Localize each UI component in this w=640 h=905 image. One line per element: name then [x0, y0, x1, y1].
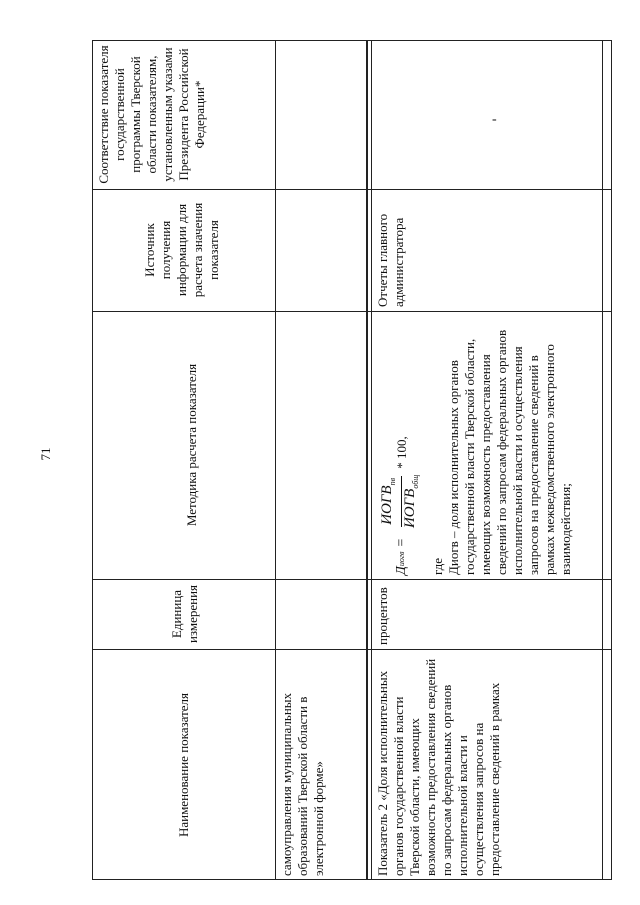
where-label: где: [430, 557, 445, 575]
formula: Д иогв = $ИОГВ_{пв}$ $ИОГВ_{общ}$ * 100,: [379, 436, 420, 575]
header-unit: Единица измерения: [169, 584, 200, 644]
row2-unit: процентов: [375, 587, 390, 645]
row1-name: самоуправления муниципальных образований Тверской области в электронной форме»: [279, 692, 326, 876]
row2-name: Показатель 2 «Доля исполнительных органов государственной власти Тверской области, имеющих возможность предоставления сведений по запросам федеральных органов исполнительной власти и осуществления запросов на предоставление сведений в рамках: [375, 658, 502, 876]
row2-compliance: -: [492, 112, 497, 127]
header-source: Источник получения информации для расчета значения показателя: [142, 202, 221, 298]
header-method: Методика расчета показателя: [184, 363, 199, 527]
page-number: 71: [38, 447, 53, 461]
row2-method: [371, 311, 612, 579]
method-description: Диогв – доля исполнительных органов государственной власти Тверской области, имеющих возможность предоставления сведений по запросам федеральных органов исполнительной власти и осуществления запросов на предоставление сведений в рамках межведомственного электронного взаимодействия;: [446, 329, 573, 575]
header-name: Наименование показателя: [175, 692, 191, 838]
row2-source: Отчеты главного администратора: [375, 213, 406, 307]
header-compliance: Соответствие показателя государственной программы Тверской области показателям, установленным указами Президента Российской Федерации*: [96, 45, 207, 184]
column-divider: [367, 41, 368, 879]
